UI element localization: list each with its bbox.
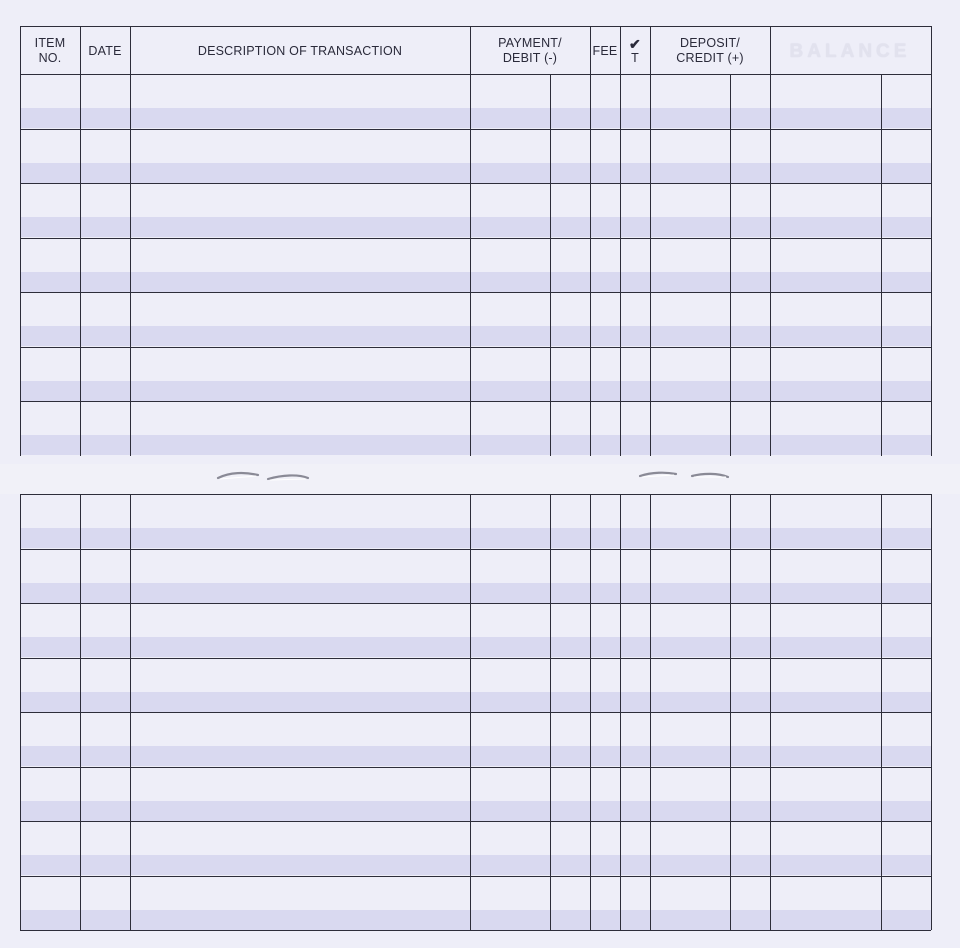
column-divider xyxy=(620,74,621,456)
row-rule xyxy=(20,549,931,550)
row-shade-band xyxy=(21,528,931,548)
header-payment-debit xyxy=(470,28,590,74)
column-divider xyxy=(931,494,932,930)
header-column-divider xyxy=(80,26,81,74)
column-divider xyxy=(770,74,771,456)
header-date xyxy=(80,28,130,74)
row-shade-band xyxy=(21,855,931,875)
row-rule xyxy=(20,712,931,713)
header-item-no-line2: NO. xyxy=(38,51,62,65)
column-divider xyxy=(730,74,731,456)
column-divider xyxy=(470,494,471,930)
checkmark-icon: ✔ xyxy=(629,35,641,52)
header-item-no xyxy=(20,28,80,74)
row-rule xyxy=(20,930,931,931)
column-divider xyxy=(550,74,551,456)
row-shade-band xyxy=(21,326,931,346)
row-rule xyxy=(20,767,931,768)
row-rule xyxy=(20,238,931,239)
staple-left-highlight xyxy=(220,476,306,480)
header-column-divider xyxy=(470,26,471,74)
header-top-rule xyxy=(20,26,931,27)
header-column-divider xyxy=(130,26,131,74)
header-check xyxy=(620,28,650,74)
header-check-t: T xyxy=(631,50,639,65)
column-divider xyxy=(620,494,621,930)
row-shade-band xyxy=(21,217,931,237)
header-deposit-line1: DEPOSIT/ xyxy=(680,36,740,50)
column-divider xyxy=(80,74,81,456)
column-divider xyxy=(931,74,932,456)
row-rule xyxy=(20,401,931,402)
header-column-divider xyxy=(931,26,932,74)
row-rule xyxy=(20,347,931,348)
row-shade-band xyxy=(21,435,931,455)
column-divider xyxy=(130,494,131,930)
header-column-divider xyxy=(590,26,591,74)
header-column-divider xyxy=(620,26,621,74)
row-shade-band xyxy=(21,272,931,292)
header-deposit-line2: CREDIT (+) xyxy=(676,51,744,65)
row-rule xyxy=(20,292,931,293)
column-divider xyxy=(550,494,551,930)
header-payment-line2: DEBIT (-) xyxy=(502,51,558,65)
header-description xyxy=(130,28,470,74)
column-divider xyxy=(20,494,21,930)
row-shade-band xyxy=(21,583,931,603)
column-divider xyxy=(590,74,591,456)
staple-right-highlight xyxy=(642,475,726,477)
row-rule xyxy=(20,129,931,130)
staple-right xyxy=(630,464,740,486)
header-deposit-credit xyxy=(650,28,770,74)
row-shade-band xyxy=(21,692,931,712)
row-rule xyxy=(20,658,931,659)
column-divider xyxy=(770,494,771,930)
row-shade-band xyxy=(21,910,931,930)
row-rule xyxy=(20,603,931,604)
row-shade-band xyxy=(21,801,931,821)
header-payment-line1: PAYMENT/ xyxy=(498,36,562,50)
column-divider xyxy=(470,74,471,456)
header-date-label: DATE xyxy=(88,43,122,58)
balance-watermark-label: BALANCE xyxy=(789,40,911,62)
header-bottom-rule xyxy=(20,74,931,75)
header-column-divider xyxy=(650,26,651,74)
column-divider xyxy=(650,74,651,456)
row-shade-band xyxy=(21,163,931,183)
header-column-divider xyxy=(20,26,21,74)
header-item-no-line1: ITEM xyxy=(34,36,66,50)
column-divider xyxy=(20,74,21,456)
header-column-divider xyxy=(770,26,771,74)
staple-left xyxy=(210,466,320,488)
staple-left-wire-2 xyxy=(268,475,308,479)
center-fold xyxy=(0,464,960,494)
column-divider xyxy=(80,494,81,930)
row-rule xyxy=(20,494,931,495)
row-rule xyxy=(20,876,931,877)
column-divider xyxy=(881,494,882,930)
column-divider xyxy=(650,494,651,930)
header-description-label: DESCRIPTION OF TRANSACTION xyxy=(197,43,403,58)
column-divider xyxy=(730,494,731,930)
row-shade-band xyxy=(21,746,931,766)
column-divider xyxy=(881,74,882,456)
header-fee-label: FEE xyxy=(592,43,618,58)
header-fee xyxy=(590,28,620,74)
row-rule xyxy=(20,183,931,184)
column-divider xyxy=(130,74,131,456)
header-balance xyxy=(770,28,930,74)
row-rule xyxy=(20,821,931,822)
row-shade-band xyxy=(21,637,931,657)
column-divider xyxy=(590,494,591,930)
row-shade-band xyxy=(21,108,931,128)
row-shade-band xyxy=(21,381,931,401)
